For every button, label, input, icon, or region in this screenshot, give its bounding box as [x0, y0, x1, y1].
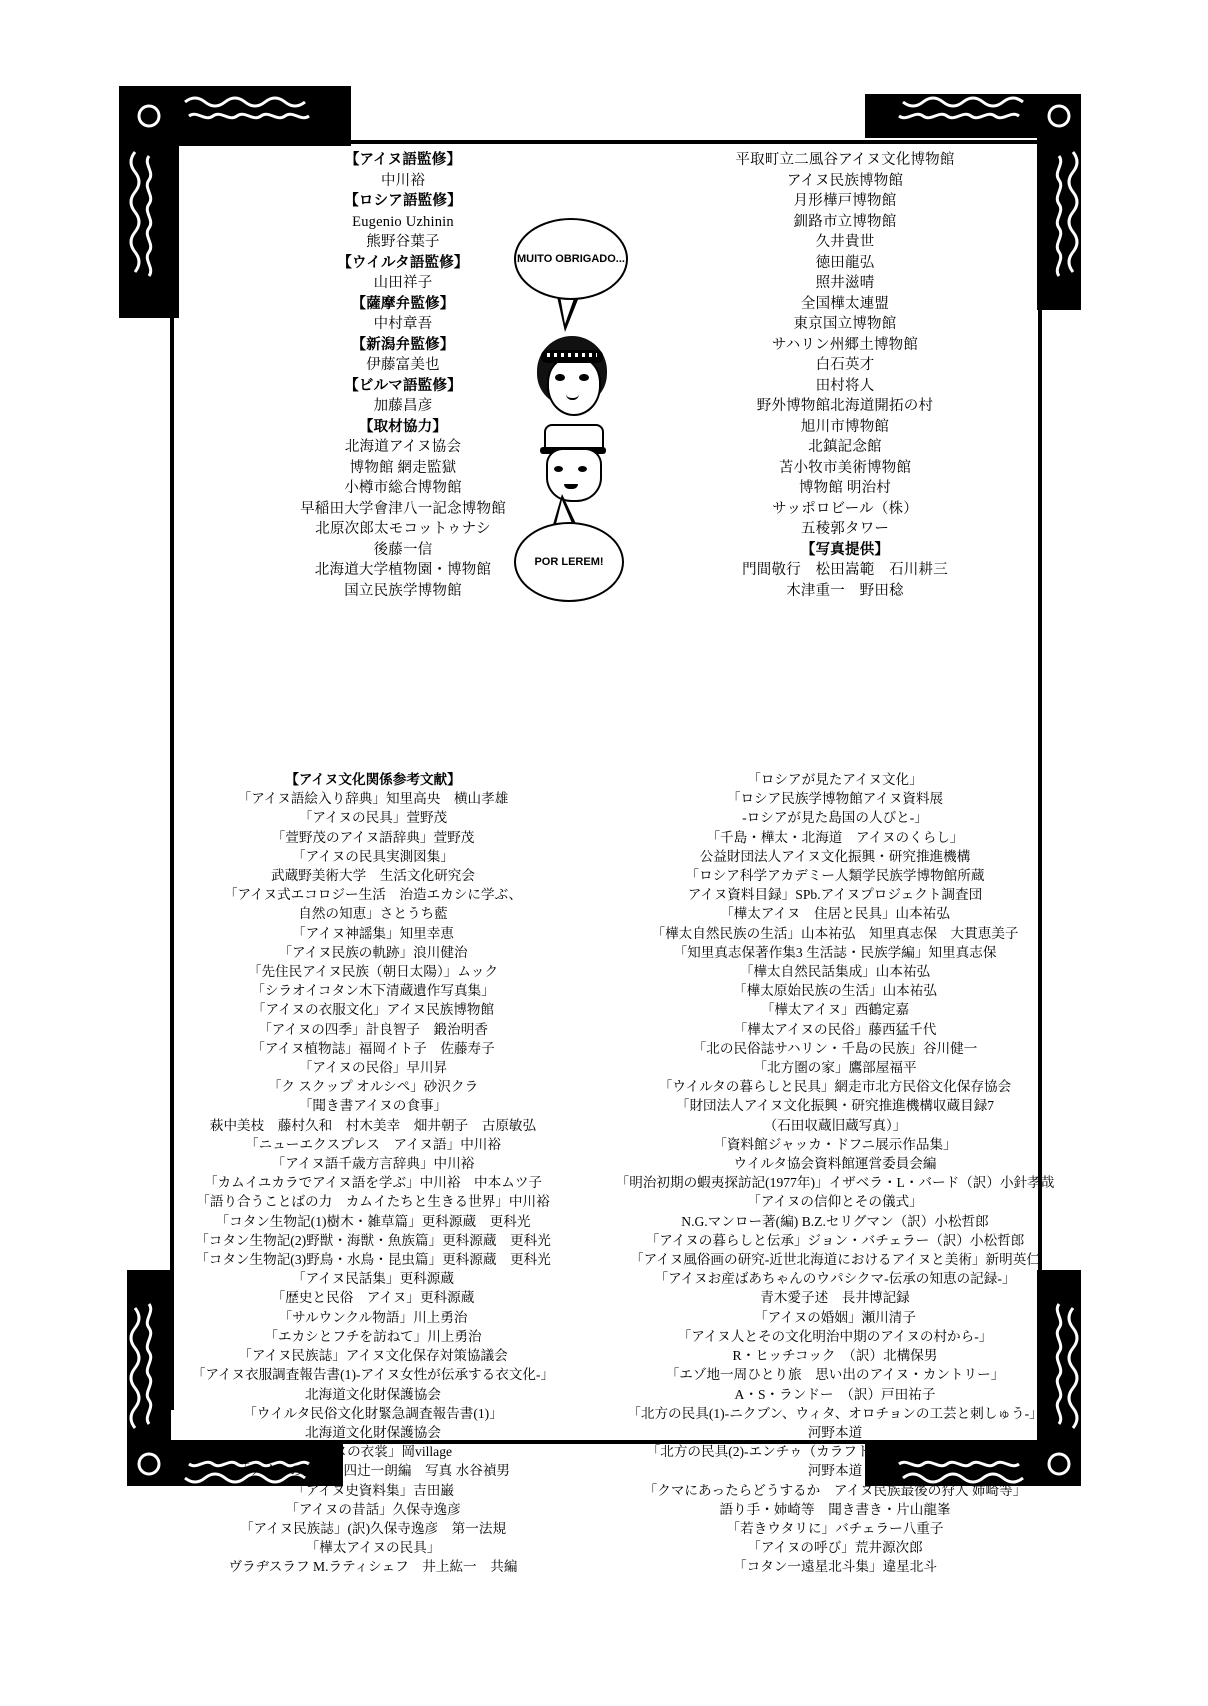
- reference-line: ヴラヂスラフ M.ラティシェフ 井上紘一 共編: [228, 1559, 518, 1575]
- reference-line: 「ロシアが見たアイヌ文化」: [747, 772, 923, 787]
- credit-line: 中村章吾: [373, 316, 433, 332]
- credit-line: 釧路市立博物館: [793, 213, 897, 230]
- reference-line: 「樺太アイヌ 住居と民具」山本祐弘: [720, 906, 950, 922]
- credit-line: 木津重一 野田稔: [786, 582, 904, 599]
- credit-line: 北海道大学植物園・博物館: [314, 562, 492, 578]
- reference-line: 自然の知恵」さとうち藍: [298, 906, 448, 922]
- speech-balloon-bottom: [514, 522, 624, 602]
- reference-line: 「シラオイコタン木下清蔵遺作写真集」: [251, 983, 495, 999]
- reference-line: 「財団法人アイヌ文化振興・研究推進機構収蔵目録7: [675, 1098, 995, 1114]
- eye-right: [579, 374, 589, 381]
- credit-line: 苫小牧市美術博物館: [778, 459, 912, 476]
- reference-line: 萩中美枝 藤村久和 村木美幸 畑井朝子 古原敏弘: [209, 1117, 537, 1133]
- reference-line: 「ニューエクスプレス アイヌ語」中川裕: [245, 1136, 501, 1152]
- credit-line: 久井貴世: [815, 234, 875, 250]
- credit-line: 全国樺太連盟: [800, 295, 890, 312]
- reference-line: 「カムイユカラでアイヌ語を学ぶ」中川裕 中本ムツ子: [203, 1175, 543, 1191]
- reference-line: 「樺太原始民族の生活」山本祐弘: [733, 983, 937, 999]
- reference-line: （石田収蔵旧蔵写真）」: [763, 1117, 907, 1133]
- credit-line: 小樽市総合博物館: [344, 480, 462, 496]
- reference-line: 【アイヌ文化関係参考文献】: [285, 772, 461, 787]
- reference-line: 「アイヌの民具」萱野茂: [298, 810, 448, 826]
- reference-line: 「アイヌ民族誌」アイヌ文化保存対策協議会: [238, 1348, 508, 1364]
- reference-line: 北海道文化財保護協会: [305, 1386, 441, 1402]
- credit-line: 山田祥子: [373, 275, 433, 291]
- reference-line: 「明治初期の蝦夷探訪記(1977年)」イザベラ・L・バード（訳）小針孝哉: [615, 1175, 1055, 1191]
- reference-line: 「コタン一遠星北斗集」違星北斗: [733, 1559, 937, 1575]
- reference-line: 「資料館ジャッカ・ドフニ展示作品集」: [713, 1136, 957, 1152]
- reference-line: 「北方圏の家」鷹部屋福平: [753, 1060, 917, 1076]
- reference-line: 「語り合うことばの力 カムイたちと生きる世界」中川裕: [196, 1194, 550, 1210]
- reference-line: 「樺太アイヌの民俗」藤西猛千代: [733, 1021, 937, 1037]
- reference-line: 「アイヌ神謡集」知里幸恵: [292, 925, 454, 941]
- reference-line: -ロシアが見た島国の人びと-」: [742, 810, 928, 826]
- credit-line: 北鎮記念館: [808, 439, 882, 455]
- credit-line: 【ビルマ語監修】: [344, 377, 462, 394]
- reference-line: 「アイヌの文様」四辻一朗編 写真 水谷禎男: [235, 1463, 511, 1479]
- reference-line: 「ロシア科学アカデミー人類学民族学博物館所蔵: [685, 868, 985, 884]
- reference-line: 「アイヌの信仰とその儀式」: [747, 1194, 923, 1210]
- reference-line: 「アイヌの婚姻」瀬川清子: [754, 1309, 916, 1325]
- character-man-head: [530, 424, 614, 504]
- cap: [544, 424, 604, 450]
- credit-line: 田村将人: [815, 377, 875, 394]
- credit-line: 【写真提供】: [800, 541, 890, 558]
- reference-line: 「アイヌお産ばあちゃんのウパシクマ-伝承の知恵の記録-」: [654, 1271, 1016, 1287]
- reference-line: 「知里真志保著作集3 生活誌・民族学編」知里真志保: [673, 944, 997, 960]
- reference-line: 「ク スクップ オルシペ」砂沢クラ: [267, 1079, 479, 1095]
- credit-line: 平取町立二風谷アイヌ文化博物館: [735, 152, 955, 168]
- reference-line: 武蔵野美術大学 生活文化研究会: [271, 868, 475, 884]
- face: [547, 356, 601, 416]
- headband: [541, 350, 603, 363]
- reference-line: 河野本道: [807, 1463, 863, 1479]
- credit-line: サッポロビール（株）: [772, 500, 918, 517]
- credit-line: 野外博物館北海道開拓の村: [756, 398, 934, 414]
- reference-line: 「アイヌ民族誌」(訳)久保寺逸彦 第一法規: [239, 1520, 507, 1536]
- reference-line: 「ウイルタ民俗文化財緊急調査報告書(1)」: [243, 1405, 503, 1421]
- reference-line: 「ウイルタの暮らしと民具」網走市北方民俗文化保存協会: [658, 1079, 1012, 1095]
- reference-line: 「アイヌ植物誌」福岡イト子 佐藤寿子: [251, 1040, 495, 1056]
- credit-line: 【取材協力】: [358, 418, 448, 435]
- speech-balloon-top: [514, 218, 628, 300]
- reference-line: 「アイヌの昔話」久保寺逸彦: [285, 1501, 461, 1517]
- speech-balloon-bottom-text: POR LEREM!: [534, 555, 604, 568]
- credit-line: 北海道アイヌ協会: [344, 439, 462, 455]
- credit-line: 加藤昌彦: [373, 398, 433, 414]
- reference-line: A・S・ランドー （訳）戸田祐子: [734, 1386, 936, 1402]
- eye-left: [555, 374, 565, 381]
- reference-line: 語り手・姉崎等 聞き書き・片山龍峯: [719, 1501, 951, 1517]
- credit-line: 照井滋晴: [815, 275, 875, 291]
- reference-line: 「アイヌ史資料集」吉田巌: [292, 1482, 454, 1498]
- credit-line: 五稜郭タワー: [800, 521, 890, 537]
- reference-line: 「アイヌの四季」計良智子 鍛治明香: [258, 1021, 488, 1037]
- credit-line: 北原次郎太モコットゥナシ: [315, 521, 491, 537]
- credit-line: 早稲田大学會津八一記念博物館: [300, 500, 506, 517]
- character-woman-head: [533, 336, 611, 418]
- reference-line: 「樺太アイヌの民具」: [305, 1540, 441, 1556]
- speech-balloon-top-text: MUITO OBRIGADO...: [517, 252, 625, 265]
- credit-line: 白石英才: [815, 357, 875, 373]
- reference-line: 北海道文化財保護協会: [305, 1424, 441, 1440]
- reference-line: 「ロシア民族学博物館アイヌ資料展: [726, 791, 944, 807]
- reference-line: 「サルウンクル物語」川上勇治: [278, 1309, 468, 1325]
- reference-line: 「アイヌ衣服調査報告書(1)-アイヌ女性が伝承する衣文化-」: [191, 1367, 555, 1383]
- reference-line: 公益財団法人アイヌ文化振興・研究推進機構: [699, 848, 971, 864]
- reference-line: 「若きウタリに」バチェラー八重子: [726, 1520, 944, 1536]
- reference-line: 「千島・樺太・北海道 アイヌのくらし」: [706, 829, 964, 845]
- credit-line: 東京国立博物館: [793, 316, 897, 332]
- credit-line: アイヌ民族博物館: [786, 172, 904, 189]
- eye-left: [554, 466, 563, 472]
- reference-line: アイヌ資料目録」SPb.アイヌプロジェクト調査団: [687, 887, 983, 903]
- credit-line: サハリン州郷土博物館: [771, 336, 919, 353]
- reference-line: 「コタン生物記(2)野獣・海獣・魚族篇」更科源蔵 更科光: [195, 1232, 551, 1248]
- credits-column-right: [630, 150, 1060, 601]
- reference-line: 「北方の民具(1)-ニクブン、ウィタ、オロチョンの工芸と刺しゅう-」: [627, 1405, 1043, 1421]
- reference-line: 青木愛子述 長井博記録: [760, 1290, 910, 1306]
- reference-line: 「先住民アイヌ民族（朝日太陽）」ムック: [247, 964, 499, 980]
- reference-line: 「エゾ地一周ひとり旅 思い出のアイヌ・カントリー」: [665, 1367, 1005, 1383]
- references-column-right: [600, 770, 1070, 1577]
- reference-line: ウイルタ協会資料館運営委員会編: [733, 1156, 937, 1172]
- reference-line: 「コタン生物記(3)野鳥・水鳥・昆虫篇」更科源蔵 更科光: [195, 1252, 551, 1268]
- reference-line: 「コタン生物記(1)樹木・雑草篇」更科源蔵 更科光: [215, 1213, 531, 1229]
- eye-right: [578, 466, 587, 472]
- credit-line: Eugenio Uzhinin: [352, 213, 454, 230]
- reference-line: R・ヒッチコック （訳）北構保男: [732, 1348, 938, 1364]
- credit-line: 熊野谷葉子: [366, 234, 440, 250]
- credit-line: 【ロシア語監修】: [344, 193, 462, 209]
- reference-line: N.G.マンロー著(編) B.Z.セリグマン（訳）小松哲郎: [681, 1213, 989, 1229]
- credit-line: 旭川市博物館: [800, 418, 890, 435]
- reference-line: 「アイヌ民話集」更科源蔵: [292, 1271, 454, 1287]
- credit-line: 博物館 明治村: [798, 480, 892, 496]
- credit-line: 【アイヌ語監修】: [344, 152, 462, 168]
- reference-line: 「アイヌ語絵入り辞典」知里高央 横山孝雄: [237, 791, 509, 807]
- credit-line: 門間敬行 松田嵩範 石川耕三: [742, 562, 948, 578]
- reference-line: 「アイヌ語千歳方言辞典」中川裕: [271, 1156, 475, 1172]
- references-column-left: [138, 770, 608, 1577]
- reference-line: 「アイヌの衣裳」岡village: [293, 1444, 453, 1460]
- credit-line: 中川裕: [380, 172, 426, 189]
- reference-line: 「アイヌ人とその文化明治中期のアイヌの村から-」: [677, 1328, 993, 1344]
- reference-line: 「アイヌの民具実測図集」: [292, 848, 454, 864]
- reference-line: 「アイヌの呼び」荒井源次郎: [747, 1540, 923, 1556]
- credit-line: 月形樺戸博物館: [793, 193, 897, 209]
- reference-line: 「アイヌ風俗画の研究-近世北海道におけるアイヌと美術」新明英仁: [630, 1252, 1040, 1268]
- credit-line: 徳田龍弘: [815, 254, 875, 271]
- reference-line: 「樺太自然民族の生活」山本祐弘 知里真志保 大貫恵美子: [651, 925, 1019, 941]
- reference-line: 「アイヌの暮らしと伝承」ジョン・バチェラー（訳）小松哲郎: [645, 1232, 1025, 1248]
- reference-line: 「萱野茂のアイヌ語辞典」萱野茂: [271, 829, 475, 845]
- reference-line: 「アイヌの衣服文化」アイヌ民族博物館: [251, 1002, 495, 1018]
- reference-line: 「樺太自然民話集成」山本祐弘: [739, 964, 931, 980]
- reference-line: 「聞き書アイヌの食事」: [298, 1098, 448, 1114]
- credit-line: 【新潟弁監修】: [351, 336, 455, 353]
- credit-line: 国立民族学博物館: [344, 582, 462, 599]
- reference-line: 「北の民俗誌サハリン・千島の民族」谷川健一: [692, 1040, 978, 1056]
- reference-line: 「北方の民具(2)-エンチゥ（カラフト・アイヌ）の物質文化-」: [646, 1444, 1024, 1460]
- credit-line: 後藤一信: [373, 541, 433, 558]
- credit-line: 【ウイルタ語監修】: [337, 254, 469, 271]
- reference-line: 「クマにあったらどうするか アイヌ民族最後の狩人 姉崎等」: [643, 1482, 1027, 1498]
- frame-line-top: [170, 140, 1042, 144]
- credit-line: 伊藤富美也: [366, 357, 440, 373]
- reference-line: 河野本道: [807, 1424, 863, 1440]
- credit-line: 博物館 網走監獄: [349, 459, 457, 476]
- credit-line: 【薩摩弁監修】: [351, 295, 455, 312]
- reference-line: 「エカシとフチを訪ねて」川上勇治: [264, 1328, 482, 1344]
- reference-line: 「歴史と民俗 アイヌ」更科源蔵: [271, 1290, 475, 1306]
- reference-line: 「アイヌ民族の軌跡」浪川健治: [278, 944, 468, 960]
- reference-line: 「アイヌ式エコロジー生活 治造エカシに学ぶ、: [223, 887, 523, 903]
- reference-line: 「樺太アイヌ」西鶴定嘉: [760, 1002, 910, 1018]
- reference-line: 「アイヌの民俗」早川昇: [298, 1060, 448, 1076]
